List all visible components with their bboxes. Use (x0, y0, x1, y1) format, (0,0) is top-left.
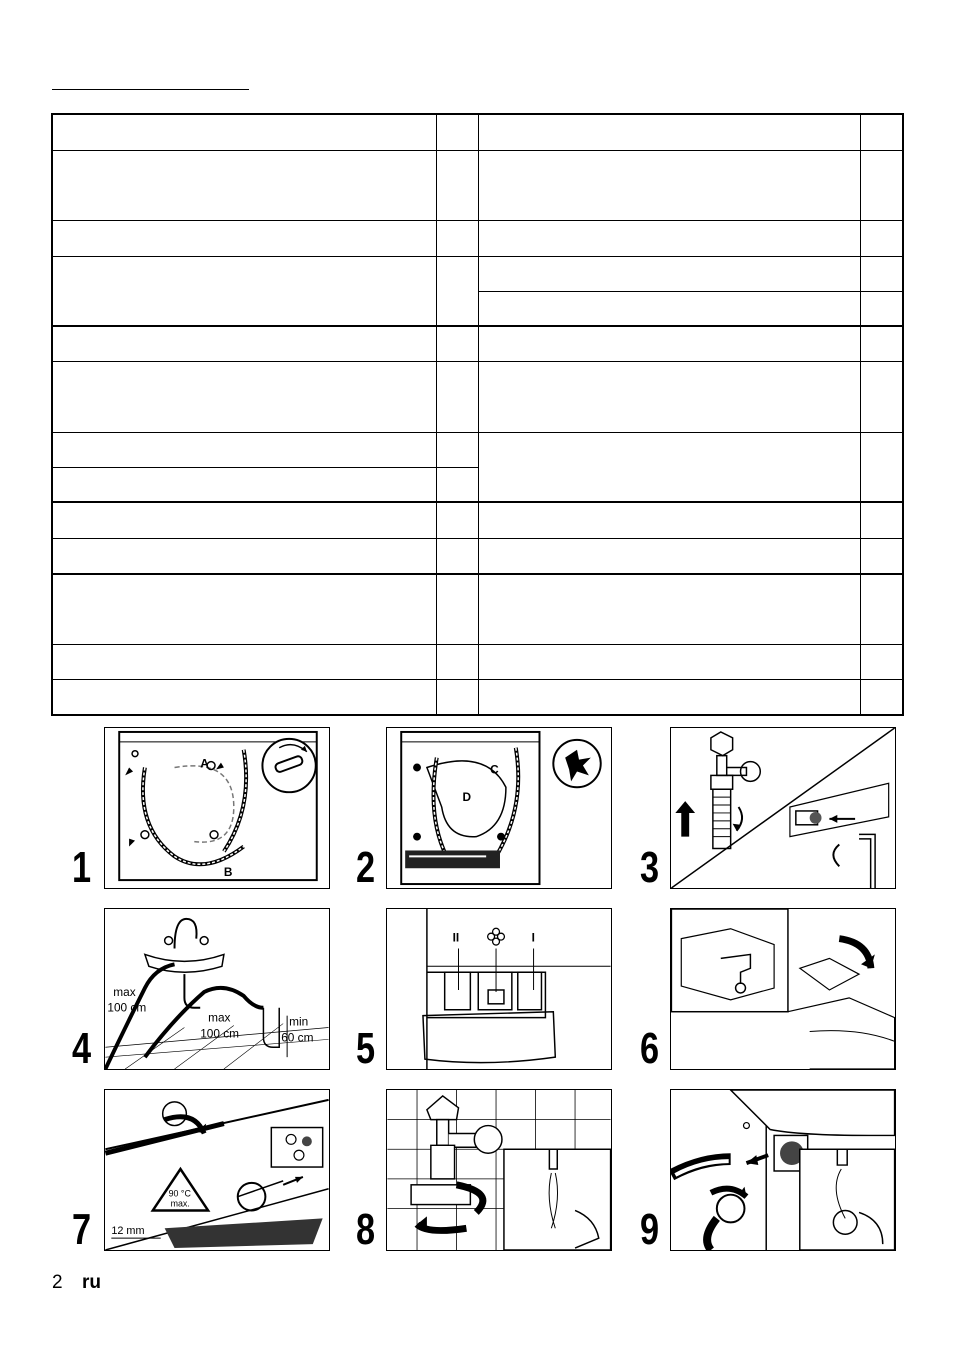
wrench-inset-icon (262, 739, 315, 792)
softener-flower-icon (488, 928, 505, 945)
figure-number-2: 2 (356, 843, 376, 892)
drain-pump-filter-illustration (105, 1090, 329, 1250)
table-row-line (53, 150, 902, 151)
figure-4-height-right: 100 cm (200, 1026, 240, 1041)
washer-back-caps-illustration (387, 728, 611, 888)
figure-2-label-d: D (462, 790, 472, 805)
figure-9-panel (670, 1089, 896, 1251)
figure-4-min-height: 60 cm (281, 1030, 314, 1045)
figure-5-compartment-ii: II (452, 930, 460, 945)
figure-5-panel (386, 908, 612, 1070)
table-row-line (53, 644, 902, 645)
figure-4-min: min (289, 1014, 309, 1029)
figure-1-label-b: B (223, 865, 233, 880)
tap-and-inlet-hose-illustration (671, 728, 895, 888)
figure-4-panel (104, 908, 330, 1070)
table-row-line (53, 679, 902, 680)
detergent-drawer-illustration (387, 909, 611, 1069)
table-row-line (53, 361, 902, 362)
figure-7-distance: 12 mm (111, 1225, 145, 1238)
table-row-line (53, 467, 478, 468)
table-row-line (53, 538, 902, 539)
figure-number-8: 8 (356, 1205, 376, 1254)
language-code: ru (82, 1272, 101, 1293)
figure-number-1: 1 (72, 843, 92, 892)
figure-number-6: 6 (640, 1024, 660, 1073)
drain-hose-heights-illustration (105, 909, 329, 1069)
figure-5-compartment-i: I (531, 930, 535, 945)
table-row-line (478, 291, 902, 292)
figure-2-panel (386, 727, 612, 889)
figure-1-panel (104, 727, 330, 889)
tap-close-and-filter-clean-illustration (387, 1090, 611, 1250)
figure-1-label-a: A (200, 756, 209, 771)
figure-4-height-left: 100 cm (107, 1000, 147, 1015)
table-row-line (53, 256, 902, 257)
table-row-line (53, 432, 902, 433)
contents-table (51, 113, 904, 716)
figure-number-4: 4 (72, 1024, 92, 1073)
figure-number-7: 7 (72, 1205, 92, 1254)
figure-7-temperature: 90 °C (168, 1188, 191, 1199)
figure-6-panel (670, 908, 896, 1070)
table-row-line (53, 573, 902, 575)
table-col-divider (436, 115, 437, 714)
table-row-line (53, 501, 902, 503)
washer-back-transport-bolts-illustration (105, 728, 329, 888)
figure-4-max-right: max (208, 1010, 231, 1025)
figure-number-5: 5 (356, 1024, 376, 1073)
table-col-divider (860, 115, 861, 714)
drawer-insert-removal-illustration (671, 909, 895, 1069)
figure-8-panel (386, 1089, 612, 1251)
title-underline (52, 89, 249, 90)
table-col-divider (478, 115, 479, 714)
figure-2-label-c: C (490, 762, 499, 777)
table-row-line (53, 220, 902, 221)
figure-number-3: 3 (640, 843, 660, 892)
figure-4-max-left: max (113, 984, 136, 999)
figure-7-max: max. (170, 1198, 190, 1209)
figure-number-9: 9 (640, 1205, 660, 1254)
figure-3-panel (670, 727, 896, 889)
table-row-line (53, 325, 902, 327)
page-number: 2 (52, 1272, 63, 1293)
figure-7-panel (104, 1089, 330, 1251)
inlet-hose-filter-illustration (671, 1090, 895, 1250)
